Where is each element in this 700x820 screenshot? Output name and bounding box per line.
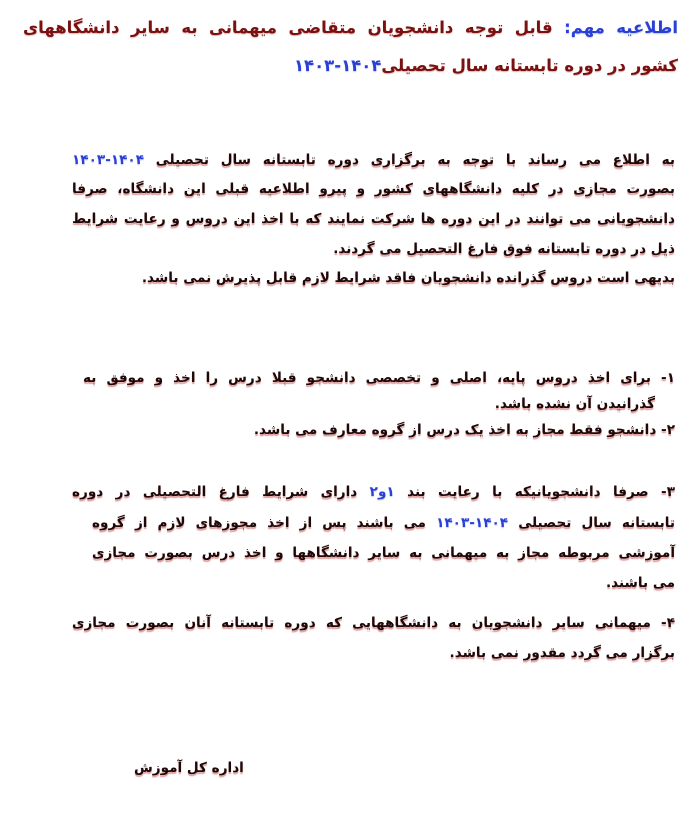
headline-text: کشور در دوره تابستانه سال تحصیلی: [381, 56, 678, 75]
signature: اداره کل آموزش: [134, 760, 244, 776]
item-1-line-2: گذرانیدن آن نشده باشد.: [494, 396, 655, 412]
academic-year: ۱۴۰۳-۱۴۰۴: [293, 56, 382, 75]
item-2-line-1: ۲- دانشجو فقط مجاز به اخذ یک درس از گروه معارف می باشد.: [253, 422, 675, 438]
headline-line-1: [23, 18, 678, 37]
item-3-line-4: می باشند.: [605, 575, 675, 591]
item-4-line-2: برگزار می گردد مقدور نمی باشد.: [449, 645, 675, 661]
item-text: می باشند پس از اخذ مجوزهای لازم از گروه: [92, 515, 437, 531]
body-line-1: [72, 152, 675, 168]
headline-line-2: [23, 56, 678, 75]
body-line-2: بصورت مجازی در کلیه دانشگاههای کشور و پیرو اطلاعیه قبلی این دانشگاه، صرفا: [72, 181, 675, 197]
academic-year: ۱۴۰۳-۱۴۰۴: [72, 152, 145, 168]
academic-year: ۱۴۰۳-۱۴۰۴: [436, 515, 509, 531]
item-3-line-2: [92, 515, 675, 531]
headline-label: اطلاعیه مهم:: [564, 18, 678, 37]
clause-ref: ۱و۲: [369, 484, 395, 500]
item-text: تابستانه سال تحصیلی: [508, 515, 675, 531]
body-line-4: ذیل در دوره تابستانه فوق فارغ التحصیل می گردند.: [333, 241, 675, 257]
item-3-line-3: آموزشی مربوطه مجاز به میهمانی به سایر دانشگاهها و اخذ درس بصورت مجازی: [92, 545, 675, 561]
headline-text: قابل توجه دانشجویان متقاضی میهمانی به سایر دانشگاههای: [23, 18, 565, 37]
body-text: به اطلاع می رساند با توجه به برگزاری دوره تابستانه سال تحصیلی: [144, 152, 675, 168]
body-line-3: دانشجویانی می توانند در این دوره ها شرکت نمایند که با اخذ این دروس و رعایت شرایط: [72, 211, 675, 227]
item-text: دارای شرایط فارغ التحصیلی در دوره: [72, 484, 370, 500]
item-3-line-1: [72, 484, 675, 500]
item-4-line-1: ۴- میهمانی سایر دانشجویان به دانشگاههایی که دوره تابستانه آنان بصورت مجازی: [72, 615, 675, 631]
item-1-line-1: ۱- برای اخذ دروس پایه، اصلی و تخصصی دانشجو قبلا درس را اخذ و موفق به: [83, 370, 675, 386]
item-text: ۳- صرفا دانشجویانیکه با رعایت بند: [394, 484, 675, 500]
body-line-5: بدیهی است دروس گذرانده دانشجویان فاقد شرایط لازم قابل پذیرش نمی باشد.: [141, 270, 675, 286]
